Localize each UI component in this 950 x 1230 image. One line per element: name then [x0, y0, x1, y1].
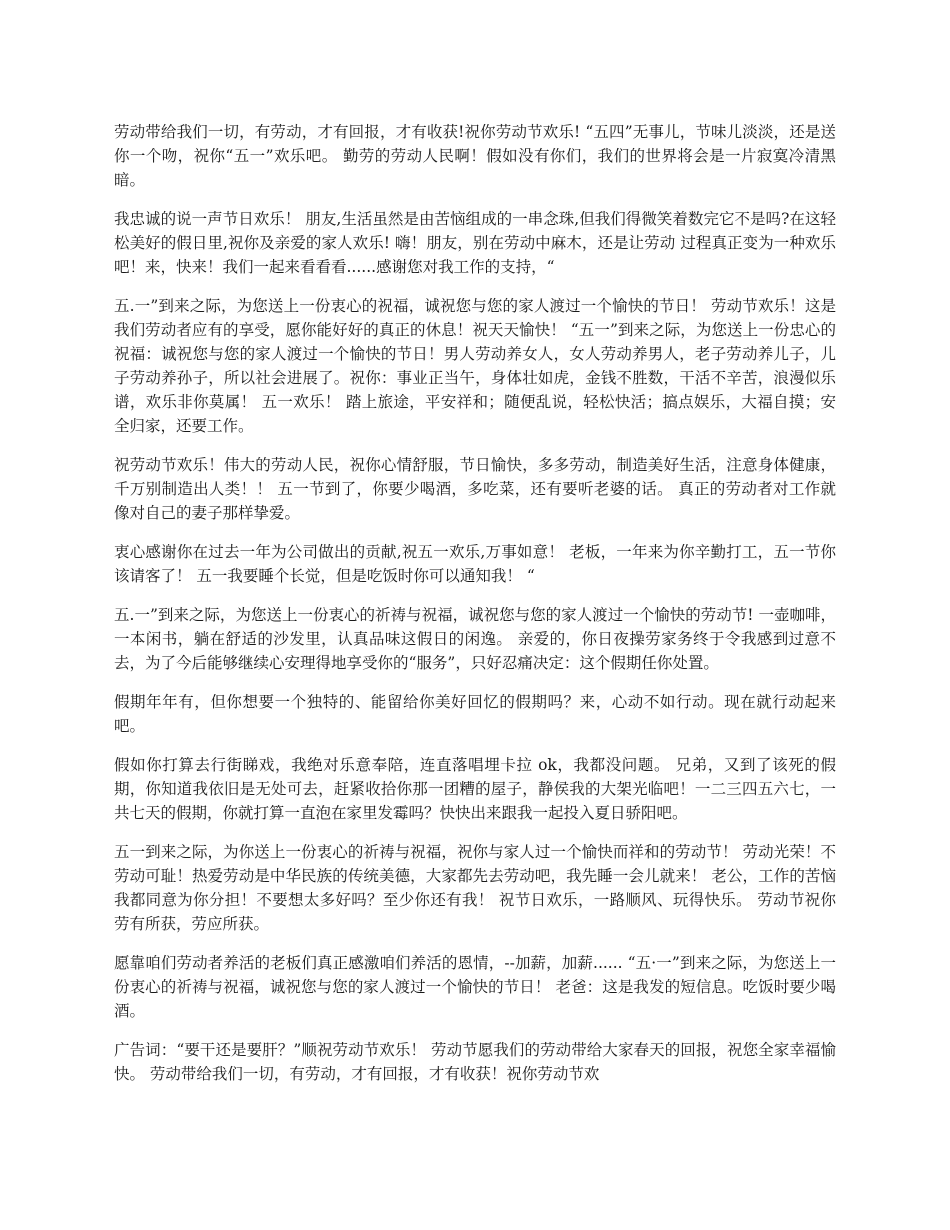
paragraph-3: 五.一”到来之际，为您送上一份衷心的祝福，诚祝您与您的家人渡过一个愉快的节日！ 劳动节欢乐！这是我们劳动者应有的享受，愿你能好好的真正的休息！祝天天愉快！ “五一”到来之际，为您送上一份忠心的祝福：诚祝您与您的家人渡过一个愉快的节日！男人劳动养女人，女人劳动养男人，老子劳动养儿子，儿子劳动养孙子，所以社会进展了。祝你：事业正当午，身体壮如虎，金钱不胜数，干活不辛苦，浪漫似乐谱，欢乐非你莫属！ 五一欢乐！ 踏上旅途，平安祥和；随便乱说，轻松快活；搞点娱乐，大福自摸；安全归家，还要工作。 — [114, 297, 836, 435]
paragraph-7: 假期年年有，但你想要一个独特的、能留给你美好回忆的假期吗？来，心动不如行动。现在就行动起来吧。 — [114, 693, 836, 735]
paragraph-11: 广告词：“要干还是要肝？”顺祝劳动节欢乐！ 劳动节愿我们的劳动带给大家春天的回报，祝您全家幸福愉快。 劳动带给我们一切，有劳动，才有回报，才有收获！祝你劳动节欢 — [114, 1041, 836, 1083]
paragraph-10: 愿靠咱们劳动者养活的老板们真正感激咱们养活的恩情，--加薪，加薪...... “五·一”到来之际，为您送上一份衷心的祈祷与祝福，诚祝您与您的家人渡过一个愉快的节日！ 老爸：这是我发的短信息。吃饭时要少喝酒。 — [114, 954, 836, 1020]
paragraph-6: 五.一”到来之际，为您送上一份衷心的祈祷与祝福，诚祝您与您的家人渡过一个愉快的劳动节! 一壶咖啡，一本闲书，躺在舒适的沙发里，认真品味这假日的闲逸。 亲爱的，你日夜操劳家务终于令我感到过意不去，为了今后能够继续心安理得地享受你的“服务”，只好忍痛决定：这个假期任你处置。 — [114, 606, 836, 672]
paragraph-4: 祝劳动节欢乐！伟大的劳动人民，祝你心情舒服，节日愉快，多多劳动，制造美好生活，注意身体健康，千万别制造出人类！！ 五一节到了，你要少喝酒，多吃菜，还有要听老婆的话。 真正的劳动者对工作就像对自己的妻子那样挚爱。 — [114, 456, 836, 522]
paragraph-5: 衷心感谢你在过去一年为公司做出的贡献,祝五一欢乐,万事如意！ 老板，一年来为你辛勤打工，五一节你该请客了！ 五一我要睡个长觉，但是吃饭时你可以通知我！ “ — [114, 543, 836, 585]
paragraph-9: 五一到来之际，为你送上一份衷心的祈祷与祝福，祝你与家人过一个愉快而祥和的劳动节！ 劳动光荣！不劳动可耻！热爱劳动是中华民族的传统美德，大家都先去劳动吧，我先睡一会儿就来！ 老公，工作的苦恼我都同意为你分担！不要想太多好吗？至少你还有我！ 祝节日欢乐，一路顺风、玩得快乐。 劳动节祝你劳有所获，劳应所获。 — [114, 843, 836, 933]
paragraph-2: 我忠诚的说一声节日欢乐！ 朋友,生活虽然是由苦恼组成的一串念珠,但我们得微笑着数完它不是吗?在这轻松美好的假日里,祝你及亲爱的家人欢乐! 嗨！朋友，别在劳动中麻木，还是让劳动 过程真正变为一种欢乐吧！来，快来！我们一起来看看看......感谢您对我工作的支持，“ — [114, 210, 836, 276]
document-body — [114, 120, 836, 1101]
paragraph-1: 劳动带给我们一切，有劳动，才有回报，才有收获!祝你劳动节欢乐! “五四”无事儿，节味儿淡淡，还是送你一个吻，祝你“五一”欢乐吧。 勤劳的劳动人民啊！假如没有你们，我们的世界将会是一片寂寞冷清黑暗。 — [114, 123, 836, 189]
paragraph-8: 假如你打算去行街睇戏，我绝对乐意奉陪，连直落唱埋卡拉 ok，我都没问题。 兄弟，又到了该死的假期，你知道我依旧是无处可去，赶紧收拾你那一团糟的屋子，静侯我的大架光临吧！一二三四五六七，一共七天的假期，你就打算一直泡在家里发霉吗？快快出来跟我一起投入夏日骄阳吧。 — [114, 756, 836, 822]
